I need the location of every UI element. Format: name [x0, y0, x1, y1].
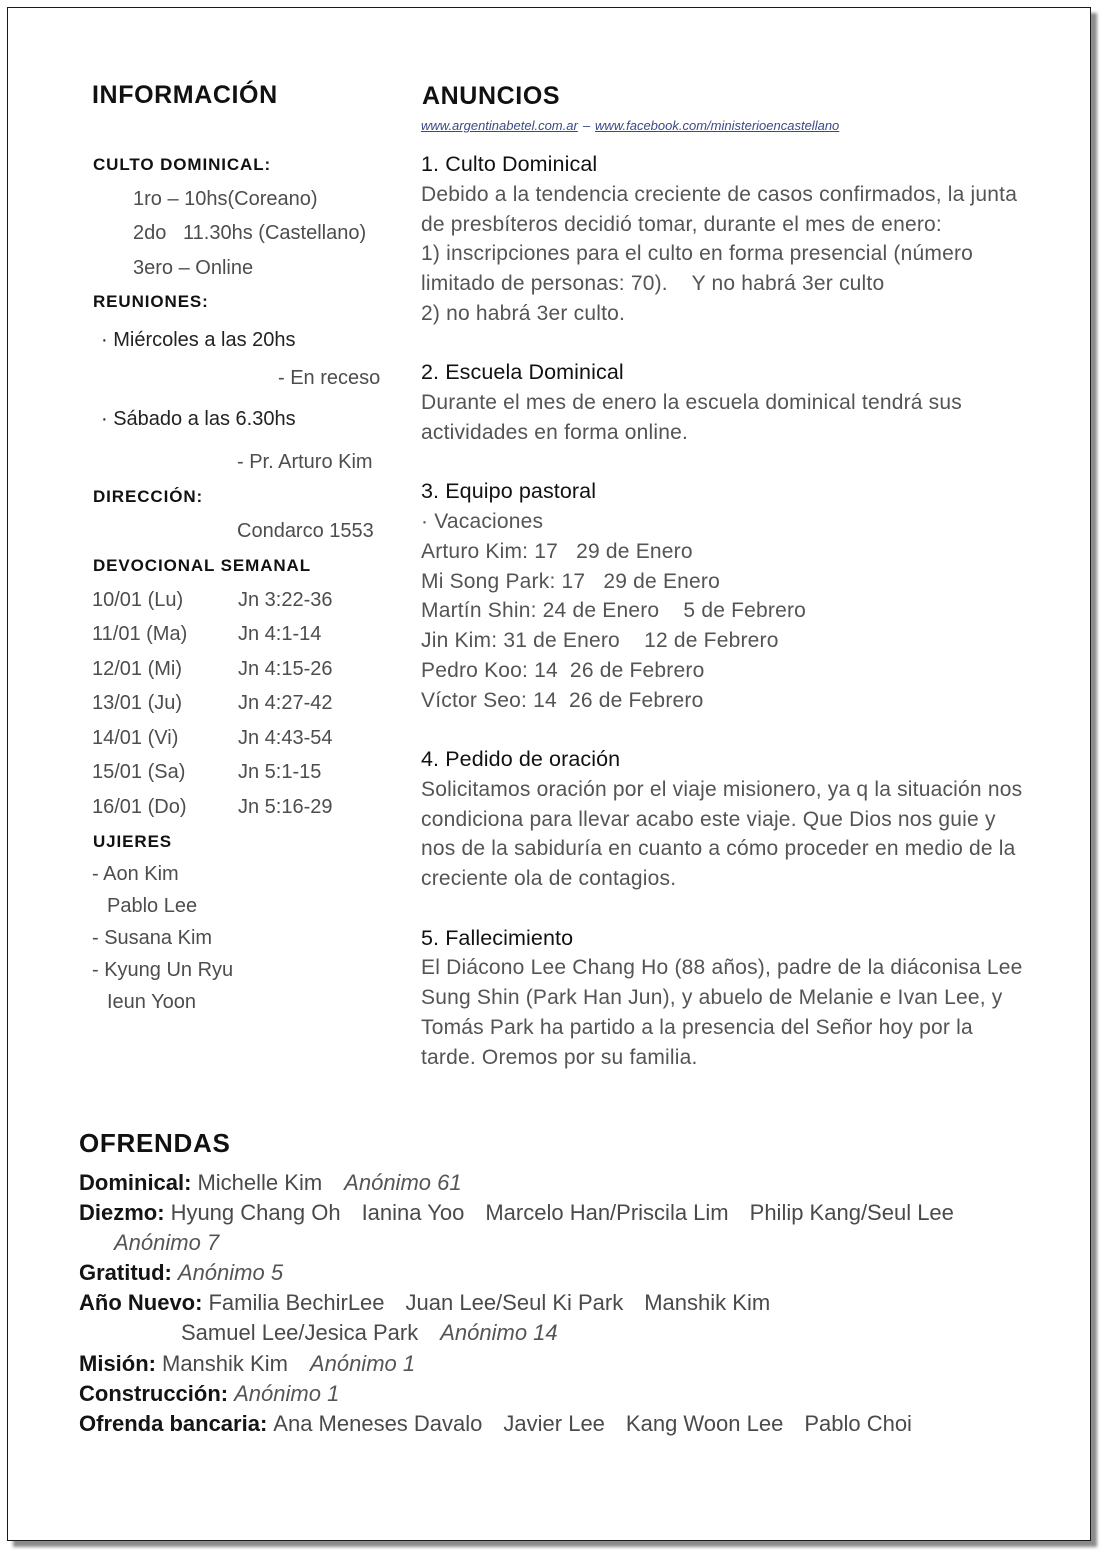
- ofrenda-ano-nuevo-continued: [79, 1318, 1079, 1348]
- ujieres-heading: UJIERES: [93, 832, 173, 851]
- announcement-equipo-pastoral: [421, 477, 1061, 715]
- devocional-ref: Jn 4:27-42: [238, 692, 333, 714]
- devocional-ref: Jn 4:43-54: [238, 727, 333, 749]
- ofrenda-label: Dominical:: [79, 1170, 192, 1195]
- links-line: [421, 117, 839, 135]
- ofrenda-name: Manshik Kim: [162, 1350, 288, 1376]
- ofrenda-dominical: [79, 1168, 1079, 1198]
- announcement-line: nos de la sabiduría en cuanto a cómo proceder en medio de la: [421, 837, 1016, 861]
- culto-dominical-heading: CULTO DOMINICAL:: [93, 155, 272, 174]
- devocional-heading: DEVOCIONAL SEMANAL: [93, 556, 312, 575]
- reunion-note: - Pr. Arturo Kim: [237, 451, 373, 473]
- announcement-heading: 5. Fallecimiento: [421, 925, 574, 950]
- announcement-line: creciente ola de contagios.: [421, 867, 677, 890]
- ofrenda-name: Juan Lee/Seul Ki Park: [405, 1290, 624, 1316]
- announcement-line: Jin Kim: 31 de Enero 12 de Febrero: [421, 629, 779, 652]
- devocional-date: 16/01 (Do): [92, 796, 187, 818]
- ofrenda-label: Construcción:: [79, 1380, 229, 1406]
- devocional-date: 15/01 (Sa): [92, 761, 186, 783]
- facebook-link[interactable]: www.facebook.com/ministerioencastellano: [595, 118, 840, 133]
- announcement-line: de presbíteros decidió tomar, durante el mes de enero:: [421, 212, 942, 236]
- ofrenda-name: Marcelo Han/Priscila Lim: [485, 1200, 729, 1226]
- announcement-line: Durante el mes de enero la escuela dominical tendrá sus: [421, 391, 962, 414]
- ofrenda-gratitud: [79, 1258, 1079, 1288]
- announcement-line: Debido a la tendencia creciente de casos confirmados, la junta: [421, 182, 1018, 206]
- ofrenda-anonymous: Anónimo 14: [440, 1320, 558, 1346]
- devocional-ref: Jn 4:15-26: [238, 658, 333, 680]
- announcement-line: Arturo Kim: 17 29 de Enero: [421, 539, 693, 563]
- direccion-heading: DIRECCIÓN:: [93, 487, 204, 506]
- ujier-name: - Susana Kim: [92, 927, 213, 949]
- ofrenda-name: Samuel Lee/Jesica Park: [181, 1320, 419, 1346]
- ofrenda-name: Kang Woon Lee: [625, 1410, 784, 1436]
- ofrenda-name: Pablo Choi: [804, 1410, 912, 1436]
- ofrenda-name: Familia BechirLee: [208, 1290, 385, 1316]
- ujier-name: Pablo Lee: [107, 895, 198, 917]
- links-separator: –: [582, 118, 591, 133]
- ofrenda-construccion: [79, 1379, 1079, 1409]
- ofrenda-ano-nuevo: [79, 1288, 1079, 1318]
- ofrenda-diezmo-continued: [79, 1228, 1079, 1258]
- announcement-culto-dominical: [421, 150, 1061, 329]
- announcement-line: tarde. Oremos por su familia.: [421, 1045, 698, 1069]
- ujier-name: Ieun Yoon: [107, 991, 196, 1013]
- ofrenda-label: Diezmo:: [79, 1200, 165, 1226]
- announcement-line: El Diácono Lee Chang Ho (88 años), padre de la diáconisa Lee: [421, 956, 1023, 980]
- ofrenda-anonymous: Anónimo 1: [309, 1350, 416, 1376]
- ofrenda-mision: [79, 1349, 1079, 1379]
- ofrenda-bancaria: [79, 1409, 1079, 1439]
- announcement-line: Sung Shin (Park Han Jun), y abuelo de Melanie e Ivan Lee, y: [421, 986, 1003, 1009]
- devocional-ref: Jn 5:16-29: [238, 796, 333, 818]
- culto-item: 3ero – Online: [133, 257, 254, 279]
- ofrendas-list: [79, 1168, 1079, 1439]
- announcement-heading: 1. Culto Dominical: [421, 152, 598, 176]
- announcement-line: condiciona para llevar acabo este viaje. Que Dios nos guie y: [421, 807, 996, 831]
- announcement-line: Martín Shin: 24 de Enero 5 de Febrero: [421, 599, 807, 623]
- announcement-line: 1) inscripciones para el culto en forma presencial (número: [421, 242, 974, 266]
- announcement-line: actividades en forma online.: [421, 420, 689, 444]
- culto-item: 1ro – 10hs(Coreano): [133, 188, 318, 210]
- ofrenda-label: Gratitud:: [79, 1260, 172, 1286]
- announcement-line: Tomás Park ha partido a la presencia del Señor hoy por la: [421, 1015, 973, 1039]
- ofrenda-anonymous: Anónimo 61: [344, 1170, 462, 1195]
- devocional-ref: Jn 4:1-14: [238, 623, 322, 645]
- ofrenda-name: Javier Lee: [503, 1410, 605, 1436]
- announcement-fallecimiento: [421, 924, 1061, 1073]
- ofrenda-name: Michelle Kim: [197, 1170, 323, 1195]
- devocional-date: 13/01 (Ju): [92, 692, 183, 714]
- ofrenda-label: Año Nuevo:: [79, 1290, 203, 1316]
- ofrenda-label: Ofrenda bancaria:: [79, 1410, 268, 1436]
- ujier-name: - Kyung Un Ryu: [92, 959, 234, 981]
- ofrenda-anonymous: Anónimo 7: [114, 1230, 220, 1256]
- ofrenda-name: Hyung Chang Oh: [170, 1200, 341, 1226]
- devocional-date: 11/01 (Ma): [92, 623, 188, 645]
- announcement-pedido-oracion: [421, 745, 1061, 894]
- ujier-name: - Aon Kim: [92, 863, 179, 885]
- announcement-line: Pedro Koo: 14 26 de Febrero: [421, 658, 705, 682]
- announcement-line: 2) no habrá 3er culto.: [421, 301, 626, 325]
- ofrenda-name: Ianina Yoo: [361, 1200, 465, 1226]
- reunion-note: - En receso: [278, 367, 381, 389]
- announcement-heading: 4. Pedido de oración: [421, 747, 621, 771]
- announcement-heading: 3. Equipo pastoral: [421, 479, 597, 504]
- ofrenda-diezmo: [79, 1198, 1079, 1228]
- devocional-date: 12/01 (Mi): [92, 658, 183, 680]
- reuniones-heading: REUNIONES:: [93, 292, 209, 311]
- devocional-date: 14/01 (Vi): [92, 727, 179, 749]
- announcement-heading: 2. Escuela Dominical: [421, 360, 624, 385]
- reunion-day: · Sábado a las 6.30hs: [101, 408, 296, 430]
- culto-item: 2do 11.30hs (Castellano): [133, 222, 367, 244]
- ofrenda-label: Misión:: [79, 1350, 156, 1376]
- announcement-line: Solicitamos oración por el viaje misionero, ya q la situación nos: [421, 777, 1023, 801]
- anuncios-list: [421, 150, 1061, 1072]
- devocional-ref: Jn 3:22-36: [238, 589, 333, 611]
- ofrenda-anonymous: Anónimo 5: [177, 1260, 284, 1286]
- direccion-value: Condarco 1553: [237, 520, 374, 542]
- ofrenda-anonymous: Anónimo 1: [234, 1380, 340, 1406]
- announcement-line: Mi Song Park: 17 29 de Enero: [421, 569, 721, 593]
- announcement-line: Víctor Seo: 14 26 de Febrero: [421, 688, 704, 712]
- reunion-day: · Miércoles a las 20hs: [101, 329, 296, 351]
- ofrendas-title: OFRENDAS: [79, 1128, 231, 1158]
- devocional-date: 10/01 (Lu): [92, 589, 184, 611]
- ofrenda-name: Philip Kang/Seul Lee: [749, 1200, 954, 1226]
- anuncios-title: ANUNCIOS: [422, 82, 561, 110]
- ofrenda-name: Ana Meneses Davalo: [273, 1410, 483, 1436]
- announcement-line: limitado de personas: 70). Y no habrá 3er culto: [421, 272, 885, 295]
- website-link[interactable]: www.argentinabetel.com.ar: [421, 118, 578, 133]
- devocional-ref: Jn 5:1-15: [238, 761, 322, 783]
- announcement-line: · Vacaciones: [421, 510, 544, 533]
- informacion-title: INFORMACIÓN: [92, 81, 278, 109]
- announcement-escuela-dominical: [421, 358, 1061, 447]
- ofrenda-name: Manshik Kim: [644, 1290, 771, 1316]
